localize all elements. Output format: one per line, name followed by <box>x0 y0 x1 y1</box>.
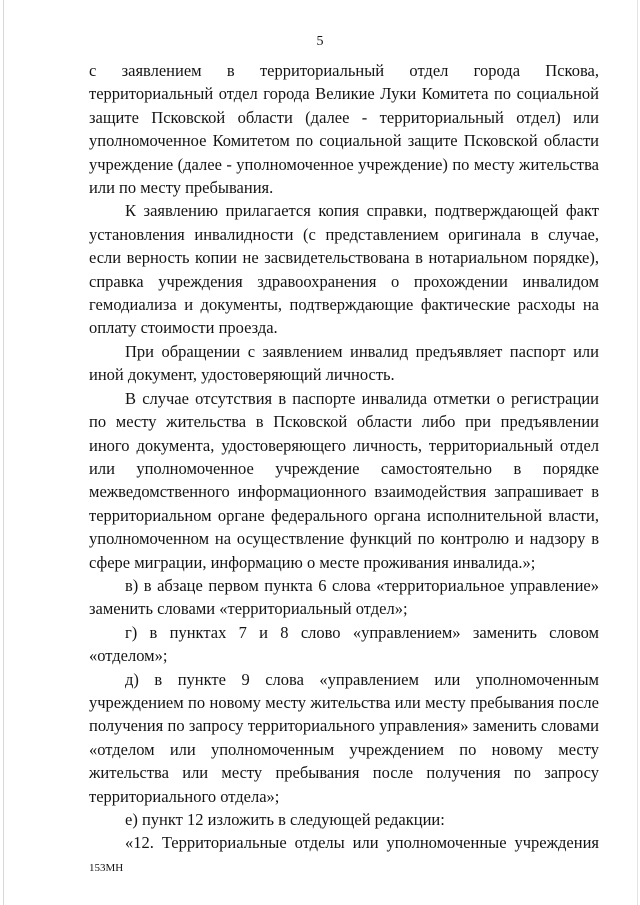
paragraph-passport: При обращении с заявлением инвалид предъявляет паспорт или иной документ, удостоверяющий личность. <box>89 341 599 385</box>
paragraph-continuation: с заявлением в территориальный отдел города Пскова, территориальный отдел города Великие Луки Комитета по социальной защите Псковской области (далее - территориальный отдел) или уполномоченное Комитетом по социальной защите Псковской области учреждение (далее - уполномоченное учреждение) по месту жительства или по месту пребывания. <box>89 61 599 198</box>
footer-code: 153МН <box>89 862 124 874</box>
paragraph-amendment-v: в) в абзаце первом пункта 6 слова «территориальное управление» заменить словами «территориальный отдел»; <box>89 575 599 619</box>
document-body <box>89 59 599 855</box>
paragraph-registration: В случае отсутствия в паспорте инвалида отметки о регистрации по месту жительства в Псковской области либо при предъявлении иного документа, удостоверяющего личность, территориальный отдел или уполномоченное учреждение самостоятельно в порядке межведомственного информационного взаимодействия запрашивает в территориальном органе федерального органа исполнительной власти, уполномоченном на осуществление функций по контролю и надзору в сфере миграции, информацию о месте проживания инвалида.»; <box>89 388 599 572</box>
paragraph-amendment-e: е) пункт 12 изложить в следующей редакции: <box>125 810 445 829</box>
page-number: 5 <box>316 34 324 49</box>
scan-edge-left <box>3 0 4 905</box>
paragraph-amendment-d: д) в пункте 9 слова «управлением или уполномоченным учреждением по новому месту жительства или месту пребывания после получения по запросу территориального управления» заменить словами «отделом или уполномоченным учреждением по новому месту жительства или месту пребывания после получения по запросу территориального отдела»; <box>89 669 599 806</box>
paragraph-item-12: «12. Территориальные отделы или уполномоченные учреждения <box>125 833 599 853</box>
paragraph-amendment-g: г) в пунктах 7 и 8 слово «управлением» заменить словом «отделом»; <box>89 622 599 666</box>
paragraph-attachments: К заявлению прилагается копия справки, подтверждающей факт установления инвалидности (с представлением оригинала в случае, если верность копии не засвидетельствована в нотариальном порядке), справка учреждения здравоохранения о прохождении инвалидом гемодиализа и документы, подтверждающие фактические расходы на оплату стоимости проезда. <box>89 201 599 338</box>
scan-edge-right <box>637 0 638 905</box>
